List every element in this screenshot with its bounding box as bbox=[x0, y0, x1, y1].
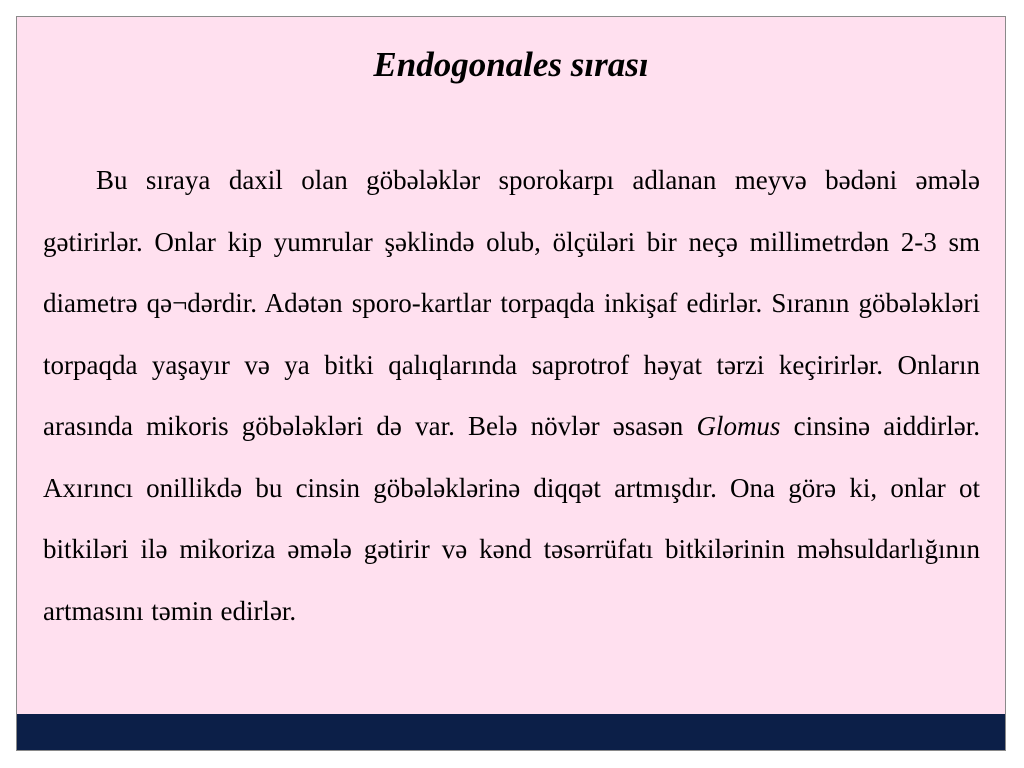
slide-paragraph bbox=[43, 150, 980, 642]
footer-bar bbox=[17, 714, 1005, 750]
paragraph-text-part-2: cinsinə aiddirlər. Axırıncı onillikdə bu cinsin göbələklərinə diqqət artmışdır. Ona görə ki, onlar ot bitkiləri ilə mikoriza əmələ gətirir və kənd təsərrüfatı bitkilərinin məhsuldarlığının artmasını təmin edirlər. bbox=[43, 411, 980, 626]
slide bbox=[16, 16, 1006, 751]
slide-title: Endogonales sırası bbox=[373, 45, 649, 84]
genus-name: Glomus bbox=[696, 411, 781, 441]
paragraph-text-part-1: Bu sıraya daxil olan göbələklər sporokarpı adlanan meyvə bədəni əmələ gətirirlər. Onlar kip yumrular şəklində olub, ölçüləri bir neçə millimetrdən 2-3 sm diametrə qə¬dərdir. Adətən sporo-kartlar torpaqda inkişaf edirlər. Sıranın göbələkləri torpaqda yaşayır və ya bitki qalıqlarında saprotrof həyat tərzi keçirirlər. Onların arasında mikoris göbələkləri də var. Belə növlər əsasən bbox=[43, 165, 980, 441]
